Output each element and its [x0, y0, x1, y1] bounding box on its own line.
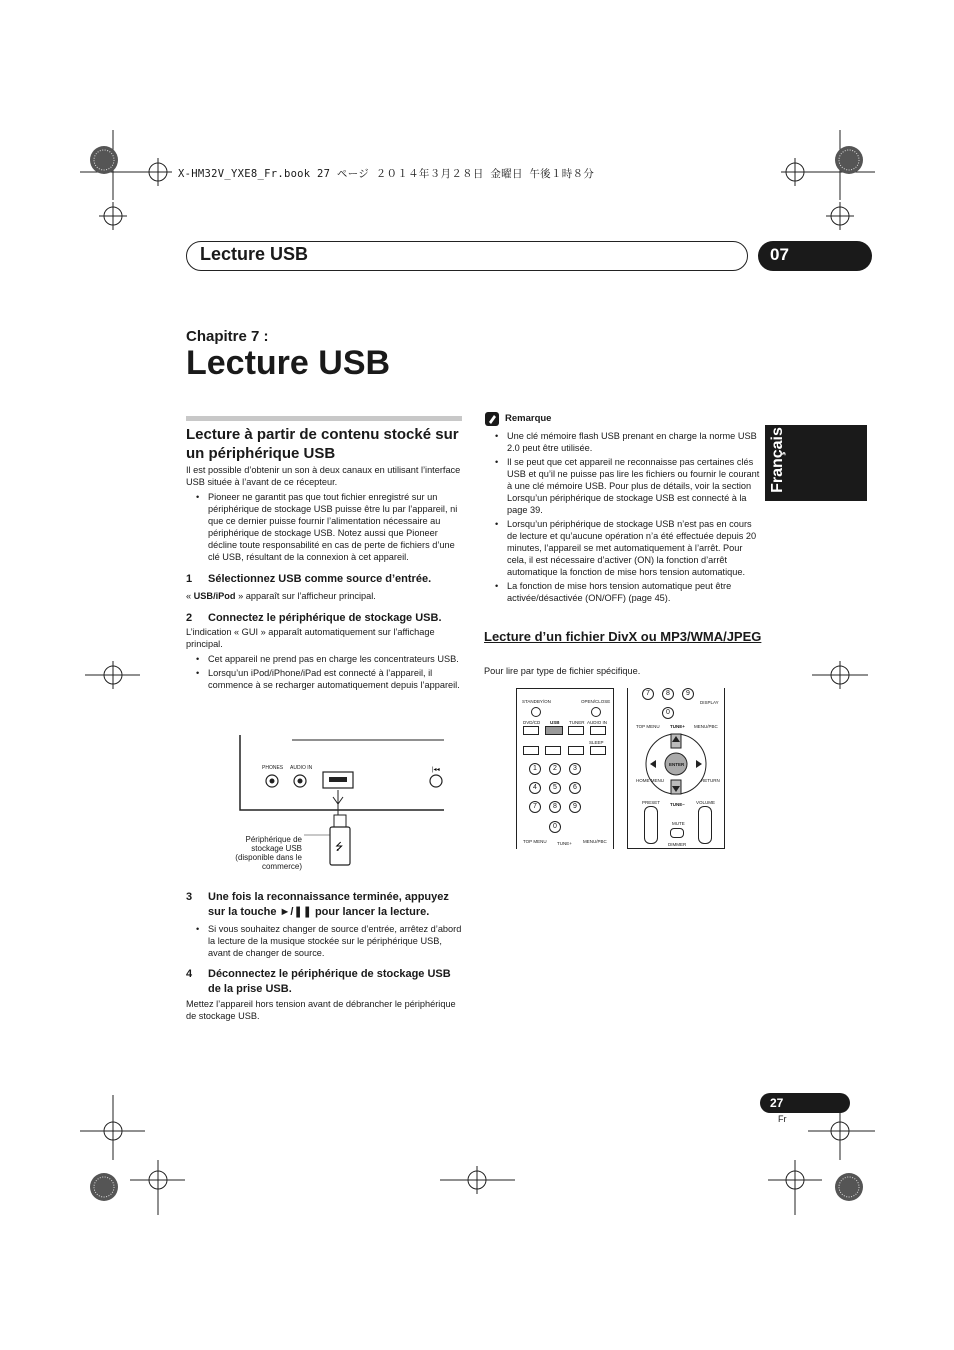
step1-note: « USB/iPod » apparaît sur l’afficheur principal. [186, 591, 376, 601]
section1-body-lower [186, 890, 462, 1022]
page-language: Fr [778, 1114, 787, 1124]
page-title: Lecture USB [186, 344, 391, 382]
audio-in-remote-label: AUDIO IN [587, 720, 608, 725]
remote-right [627, 688, 725, 849]
figure-caption: Périphérique de stockage USB (disponible dans le commerce) [235, 835, 302, 871]
usb-button[interactable] [545, 726, 563, 735]
num9-button[interactable]: 9 [682, 688, 694, 700]
num7-button[interactable]: 7 [642, 688, 654, 700]
num0-button[interactable]: 0 [549, 821, 561, 833]
preset-label: PRESET [642, 800, 661, 805]
section2-title: Lecture d’un fichier DivX ou MP3/WMA/JPEG [484, 629, 762, 644]
chapter-label: Chapitre 7 : [186, 328, 269, 345]
num8-button[interactable]: 8 [662, 688, 674, 700]
phones-label: PHONES [262, 765, 284, 771]
header-title: Lecture USB [200, 244, 309, 264]
tune-up-label: TUNE+ [670, 724, 685, 729]
num3-button[interactable]: 3 [569, 763, 581, 775]
remark-bullet: • Lorsqu’un périphérique de stockage USB n’est pas en cours de lecture et qu’aucune opération n’a été effectuée depuis 20 minutes, l’appareil se met automatiquement à l’arrêt. Pour cela, il est nécessaire d’activer (ON) la fonction d’arrêt automatique la fonction de mise hors tension automatique. [485, 518, 760, 578]
enter-label: ENTER [669, 762, 685, 767]
sleep-label: SLEEP [589, 740, 604, 745]
remote-left [516, 688, 614, 849]
step3: 3 Une fois la reconnaissance terminée, appuyez sur la touche ►/❚❚ pour lancer la lecture. [186, 891, 449, 918]
language-tab [765, 425, 867, 501]
mute-label: MUTE [672, 821, 685, 826]
svg-text:⭍: ⭍ [335, 842, 344, 853]
remark-bullet: • Il se peut que cet appareil ne reconnaisse pas certaines clés USB et qu’il ne puisse pas lire les fichiers ou fournir le courant à une clé mémoire USB. Pour plus de détails, voir la section Lorsqu’un périphérique de stockage USB est connecté à la page 39. [485, 456, 760, 516]
tune-label: TUNE+ [557, 841, 572, 846]
standby-label: STANDBY/ON [522, 699, 551, 704]
language-tab-label: Français [769, 427, 786, 493]
step2-bullet: • Lorsqu’un iPod/iPhone/iPad est connecté à l’appareil, il commence à se recharger automatiquement depuis l’appareil. [186, 667, 462, 691]
open-close-label: OPEN/CLOSE [581, 699, 611, 704]
step3-bullet: • Si vous souhaitez changer de source d’entrée, arrêtez d’abord la lecture de la musique stockée sur le périphérique USB, avant de changer de source. [186, 923, 462, 959]
sleep-button[interactable] [590, 746, 606, 755]
usb-label: USB [550, 720, 560, 725]
remark-bullet: • La fonction de mise hors tension automatique peut être activée/désactivée (ON/OFF) (page 45). [485, 580, 760, 604]
step4: 4 Déconnectez le périphérique de stockage USB de la prise USB. [186, 968, 451, 995]
file-info: X-HM32V_YXE8_Fr.book 27 ページ ２０１４年３月２８日 金曜日 午後１時８分 [178, 168, 595, 180]
step2-note: L’indication « GUI » apparaît automatiquement sur l’affichage principal. [186, 627, 435, 649]
standby-button[interactable] [531, 707, 541, 717]
top-menu-label: TOP MENU [636, 724, 660, 729]
num5-button[interactable]: 5 [549, 782, 561, 794]
remark-title: Remarque [505, 413, 552, 424]
remark-bullet: • Une clé mémoire flash USB prenant en charge la norme USB 2.0 peut être utilisée. [485, 430, 760, 454]
num7-button[interactable]: 7 [529, 801, 541, 813]
num9-button[interactable]: 9 [569, 801, 581, 813]
num6-button[interactable]: 6 [569, 782, 581, 794]
num2-button[interactable]: 2 [549, 763, 561, 775]
top-menu-label: TOP MENU [523, 839, 547, 844]
step2-bullet: • Cet appareil ne prend pas en charge les concentrateurs USB. [186, 653, 462, 665]
audio-in-label: AUDIO IN [290, 765, 313, 771]
tuner-button[interactable] [568, 726, 584, 735]
volume-rocker[interactable] [698, 806, 712, 844]
num1-button[interactable]: 1 [529, 763, 541, 775]
tuner-label: TUNER [569, 720, 585, 725]
dimmer-button[interactable] [670, 828, 684, 838]
chapter-number-badge: 07 [758, 241, 872, 271]
step1: 1 Sélectionnez USB comme source d’entrée. [186, 573, 432, 585]
preset-rocker[interactable] [644, 806, 658, 844]
dvd-cd-label: DVD/CD [523, 720, 541, 725]
home-menu-label: HOME MENU [636, 778, 664, 783]
section-rule [186, 416, 462, 421]
remark-list [485, 430, 760, 606]
menu-pbc-label: MENU/PBC [694, 724, 718, 729]
remark-icon [485, 412, 499, 426]
step4-note: Mettez l’appareil hors tension avant de débrancher le périphérique de stockage USB. [186, 999, 456, 1021]
tune-down-label: TUNE– [670, 802, 685, 807]
remote-button[interactable] [523, 746, 539, 755]
dvd-cd-button[interactable] [523, 726, 539, 735]
section2-intro: Pour lire par type de fichier spécifique. [484, 666, 641, 676]
section1-intro: Il est possible d’obtenir un son à deux canaux en utilisant l’interface USB située à l’avant de ce récepteur. [186, 465, 461, 487]
remote-button[interactable] [545, 746, 561, 755]
display-label: DISPLAY [700, 700, 719, 705]
audio-in-button[interactable] [590, 726, 606, 735]
num4-button[interactable]: 4 [529, 782, 541, 794]
open-close-button[interactable] [591, 707, 601, 717]
menu-pbc-label: MENU/PBC [583, 839, 607, 844]
num0-button[interactable]: 0 [662, 707, 674, 719]
svg-text:|◂◂: |◂◂ [432, 767, 440, 773]
num8-button[interactable]: 8 [549, 801, 561, 813]
section1-title: Lecture à partir de contenu stocké sur un périphérique USB [186, 426, 459, 462]
usb-connection-figure [222, 735, 452, 880]
volume-label: VOLUME [696, 800, 716, 805]
dimmer-label: DIMMER [668, 842, 687, 847]
section1-body [186, 464, 462, 693]
return-label: RETURN [701, 778, 720, 783]
remote-button[interactable] [568, 746, 584, 755]
section1-bullet: • Pioneer ne garantit pas que tout fichier enregistré sur un périphérique de stockage USB puisse être lu par l’appareil, ni que ce dernier puisse fournir l’alimentation nécessaire au périphérique de stockage USB. Notez aussi que Pioneer décline toute responsabilité en cas de perte de fichiers d’une clé USB, résultant de la connexion à cet appareil. [186, 491, 462, 563]
page-number-badge: 27 [760, 1093, 850, 1113]
step2: 2 Connectez le périphérique de stockage USB. [186, 612, 442, 624]
